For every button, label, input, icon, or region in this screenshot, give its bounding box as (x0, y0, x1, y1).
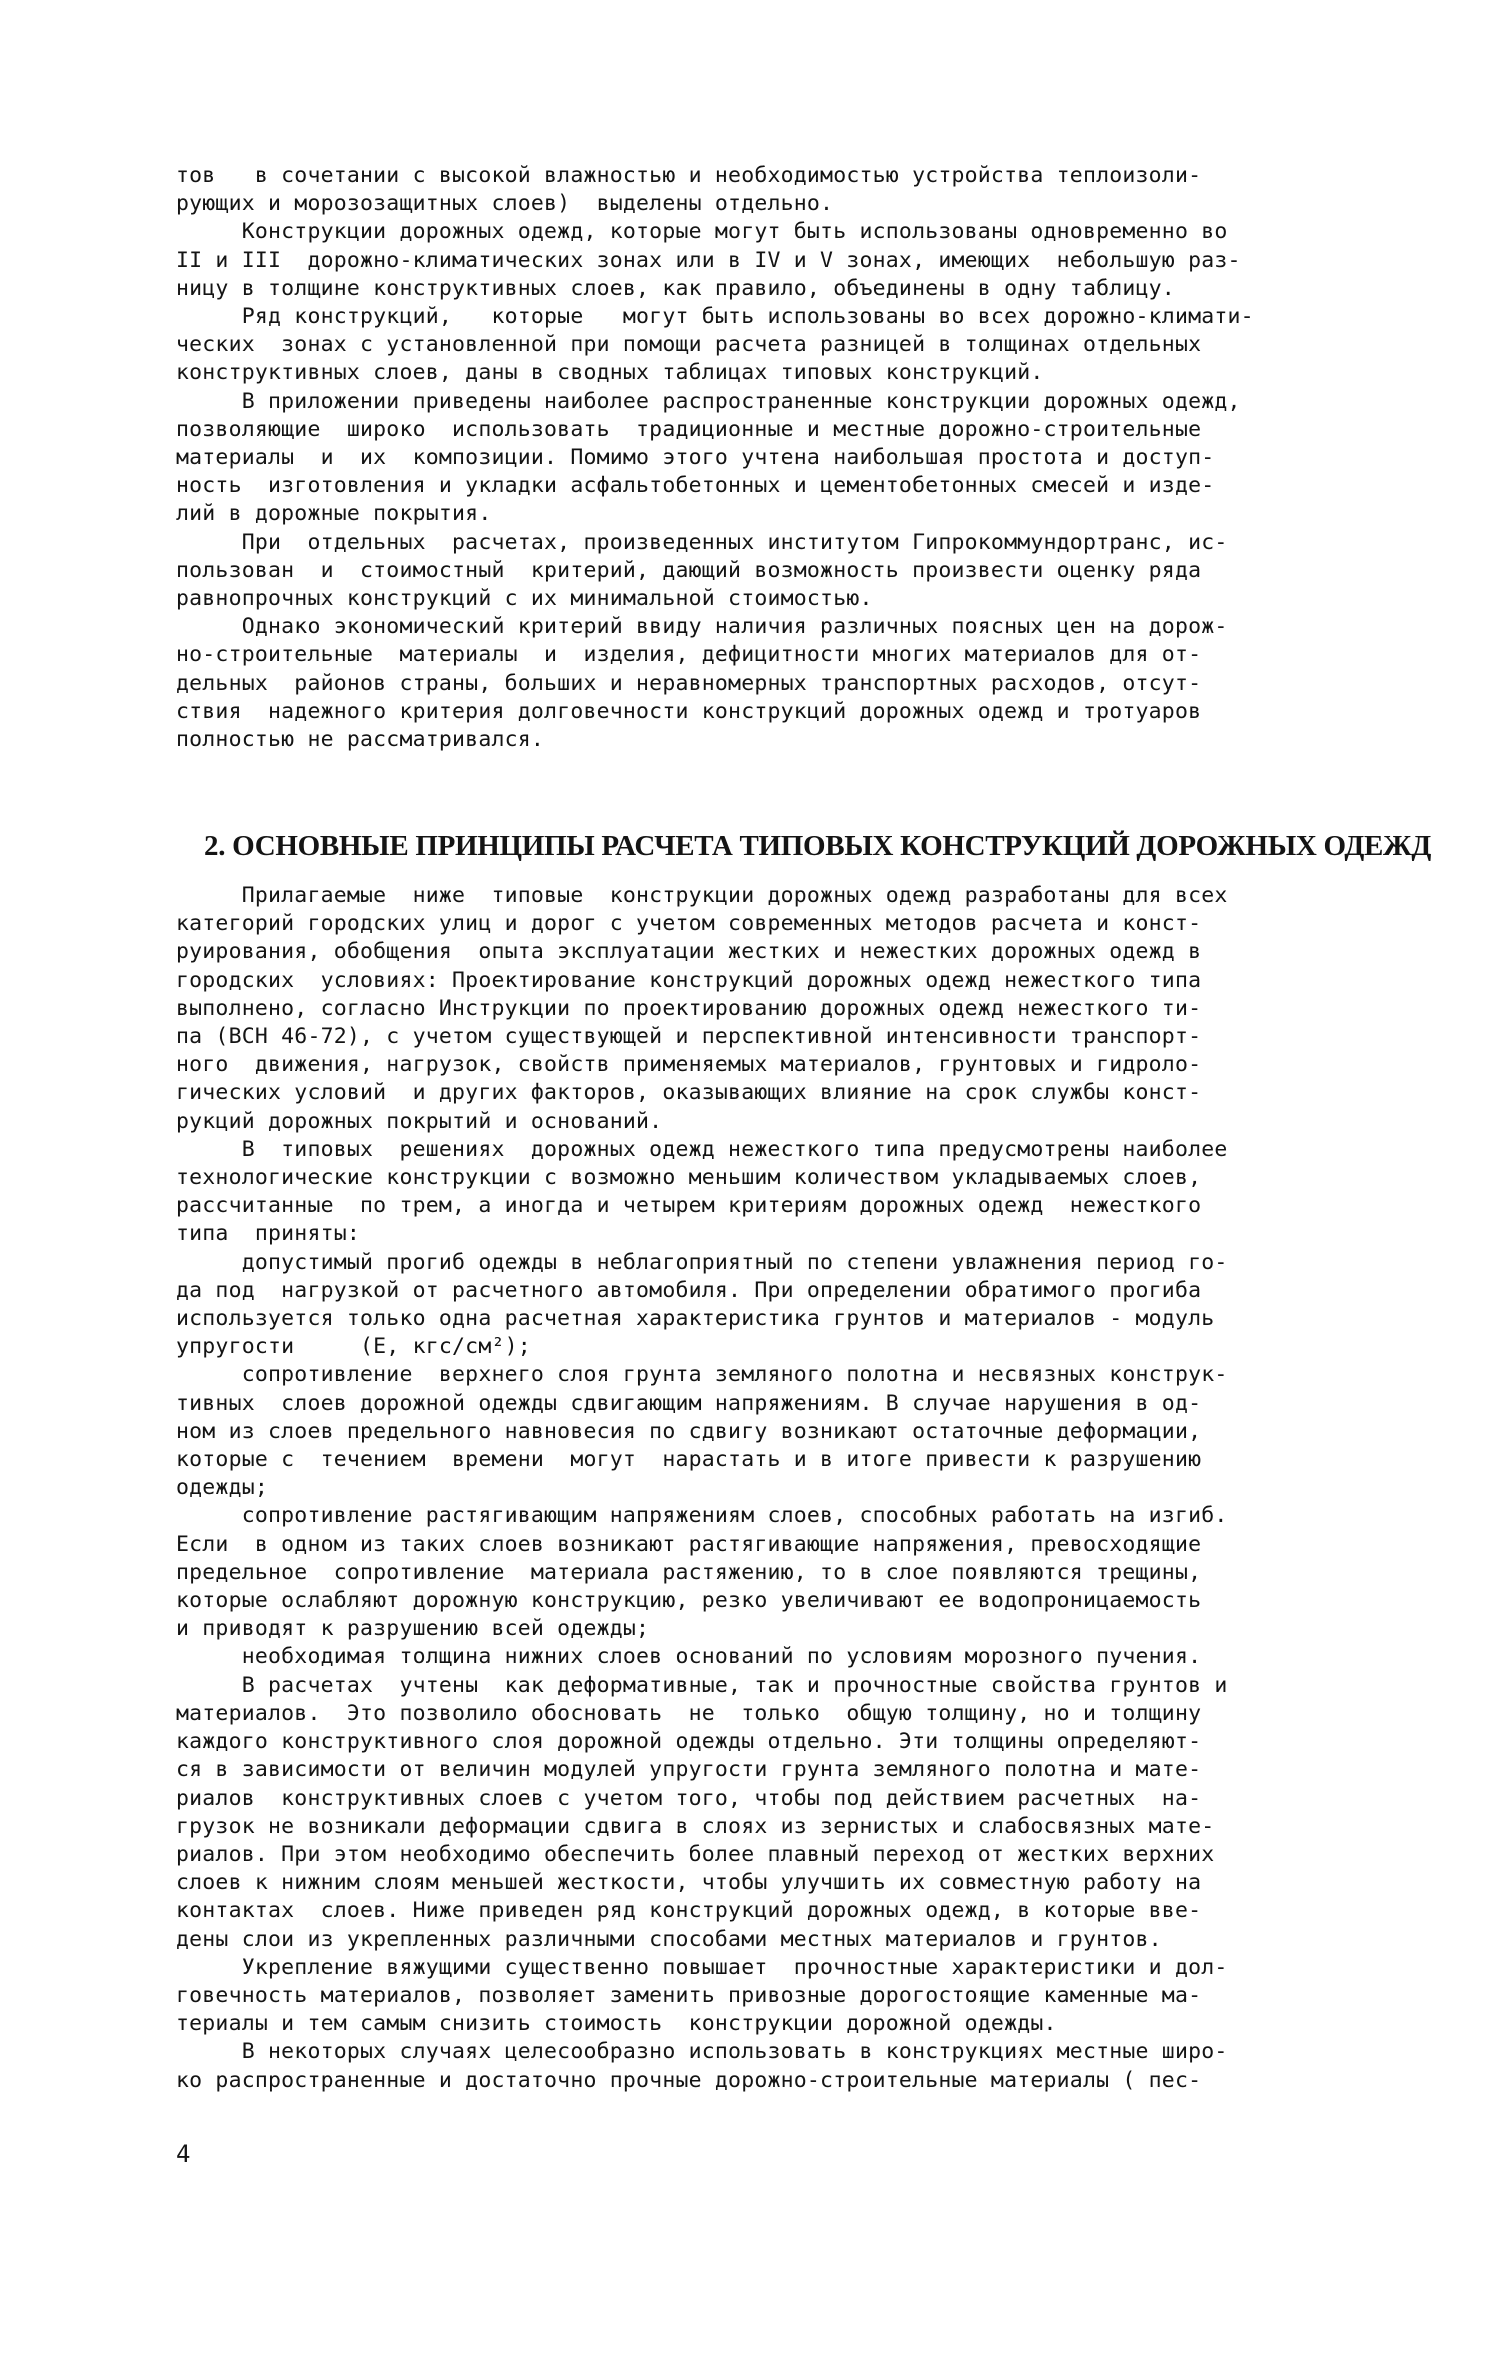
section-heading: 2. ОСНОВНЫЕ ПРИНЦИПЫ РАСЧЕТА ТИПОВЫХ КОНСТРУКЦИЙ ДОРОЖНЫХ ОДЕЖД (204, 830, 1432, 862)
text-line: рующих и морозозащитных слоев) выделены отдельно. (176, 191, 834, 217)
text-block-principles (176, 882, 1228, 2095)
text-line: Если в одном из таких слоев возникают растягивающие напряжения, превосходящие (176, 1531, 1202, 1557)
text-line: полностью не рассматривался. (176, 727, 545, 753)
text-line: ся в зависимости от величин модулей упругости грунта земляного полотна и мате- (176, 1757, 1202, 1783)
text-line: Прилагаемые ниже типовые конструкции дорожных одежд разработаны для всех (176, 883, 1228, 908)
text-line: которые ослабляют дорожную конструкцию, резко увеличивают ее водопроницаемость (176, 1588, 1202, 1614)
text-line: руирования, обобщения опыта эксплуатации жестких и нежестких дорожных одежд в (176, 939, 1202, 965)
text-line: териалы и тем самым снизить стоимость конструкции дорожной одежды. (176, 2011, 1057, 2037)
text-line: технологические конструкции с возможно меньшим количеством укладываемых слоев, (176, 1165, 1202, 1191)
page-number: 4 (176, 2140, 191, 2168)
text-line: гических условий и других факторов, оказывающих влияние на срок службы конст- (176, 1080, 1202, 1106)
text-line: лий в дорожные покрытия. (176, 501, 492, 527)
text-line: рассчитанные по трем, а иногда и четырем критериям дорожных одежд нежесткого (176, 1193, 1202, 1219)
text-line: материалов. Это позволило обосновать не только общую толщину, но и толщину (176, 1700, 1202, 1726)
text-line: ницу в толщине конструктивных слоев, как правило, объединены в одну таблицу. (176, 275, 1175, 301)
text-line: сопротивление верхнего слоя грунта земляного полотна и несвязных конструк- (176, 1362, 1228, 1388)
text-line: Конструкции дорожных одежд, которые могут быть использованы одновременно во (176, 219, 1228, 245)
text-line: В приложении приведены наиболее распространенные конструкции дорожных одежд, (176, 388, 1241, 414)
text-line: которые с течением времени могут нарастать и в итоге привести к разрушению (176, 1447, 1202, 1473)
text-block-intro (176, 162, 1254, 754)
text-line: II и III дорожно-климатических зонах или в IV и V зонах, имеющих небольшую раз- (176, 247, 1241, 273)
text-line: упругости (E, кгс/см²); (176, 1334, 531, 1360)
text-line: слоев к нижним слоям меньшей жесткости, чтобы улучшить их совместную работу на (176, 1870, 1202, 1896)
text-line: необходимая толщина нижних слоев оснований по условиям морозного пучения. (176, 1644, 1202, 1670)
text-line: но-строительные материалы и изделия, дефицитности многих материалов для от- (176, 642, 1202, 668)
text-line: тов в сочетании с высокой влажностью и необходимостью устройства теплоизоли- (176, 163, 1202, 188)
text-line: риалов. При этом необходимо обеспечить более плавный переход от жестких верхних (176, 1841, 1215, 1867)
text-line: грузок не возникали деформации сдвига в слоях из зернистых и слабосвязных мате- (176, 1813, 1215, 1839)
text-line: равнопрочных конструкций с их минимальной стоимостью. (176, 586, 873, 612)
text-line: пользован и стоимостный критерий, дающий возможность произвести оценку ряда (176, 557, 1202, 583)
text-line: Однако экономический критерий ввиду наличия различных поясных цен на дорож- (176, 614, 1228, 640)
text-line: ко распространенные и достаточно прочные дорожно-строительные материалы ( пес- (176, 2067, 1202, 2093)
text-line: контактах слоев. Ниже приведен ряд конструкций дорожных одежд, в которые вве- (176, 1898, 1202, 1924)
text-line: риалов конструктивных слоев с учетом того, чтобы под действием расчетных на- (176, 1785, 1202, 1811)
text-line: каждого конструктивного слоя дорожной одежды отдельно. Эти толщины определяют- (176, 1729, 1202, 1755)
text-line: сопротивление растягивающим напряжениям слоев, способных работать на изгиб. (176, 1503, 1228, 1529)
text-line: допустимый прогиб одежды в неблагоприятный по степени увлажнения период го- (176, 1249, 1228, 1275)
text-line: ность изготовления и укладки асфальтобетонных и цементобетонных смесей и изде- (176, 473, 1215, 499)
text-line: предельное сопротивление материала растяжению, то в слое появляются трещины, (176, 1559, 1202, 1585)
text-line: па (ВСН 46-72), с учетом существующей и перспективной интенсивности транспорт- (176, 1024, 1202, 1050)
text-line: В расчетах учтены как деформативные, так и прочностные свойства грунтов и (176, 1672, 1228, 1698)
text-line: ного движения, нагрузок, свойств применяемых материалов, грунтовых и гидроло- (176, 1052, 1202, 1078)
text-line: ствия надежного критерия долговечности конструкций дорожных одежд и тротуаров (176, 698, 1202, 724)
text-line: конструктивных слоев, даны в сводных таблицах типовых конструкций. (176, 360, 1044, 386)
text-line: В типовых решениях дорожных одежд нежесткого типа предусмотрены наиболее (176, 1136, 1228, 1162)
text-line: категорий городских улиц и дорог с учетом современных методов расчета и конст- (176, 911, 1202, 937)
text-line: да под нагрузкой от расчетного автомобиля. При определении обратимого прогиба (176, 1277, 1202, 1303)
text-line: рукций дорожных покрытий и оснований. (176, 1108, 663, 1134)
text-line: позволяющие широко использовать традиционные и местные дорожно-строительные (176, 416, 1202, 442)
text-line: В некоторых случаях целесообразно использовать в конструкциях местные широ- (176, 2039, 1228, 2065)
text-line: ческих зонах с установленной при помощи расчета разницей в толщинах отдельных (176, 332, 1202, 358)
text-line: дены слои из укрепленных различными способами местных материалов и грунтов. (176, 1926, 1162, 1952)
text-line: одежды; (176, 1475, 269, 1501)
text-line: городских условиях: Проектирование конструкций дорожных одежд нежесткого типа (176, 967, 1202, 993)
text-line: используется только одна расчетная характеристика грунтов и материалов - модуль (176, 1306, 1215, 1332)
text-line: типа приняты: (176, 1221, 361, 1247)
text-line: ном из слоев предельного навновесия по сдвигу возникают остаточные деформации, (176, 1418, 1202, 1444)
text-line: выполнено, согласно Инструкции по проектированию дорожных одежд нежесткого ти- (176, 995, 1202, 1021)
text-line: Ряд конструкций, которые могут быть использованы во всех дорожно-климати- (176, 304, 1254, 330)
text-line: дельных районов страны, больших и неравномерных транспортных расходов, отсут- (176, 670, 1202, 696)
text-line: тивных слоев дорожной одежды сдвигающим напряжениям. В случае нарушения в од- (176, 1390, 1202, 1416)
text-line: Укрепление вяжущими существенно повышает прочностные характеристики и дол- (176, 1954, 1228, 1980)
text-line: говечность материалов, позволяет заменить привозные дорогостоящие каменные ма- (176, 1982, 1202, 2008)
text-line: материалы и их композиции. Помимо этого учтена наибольшая простота и доступ- (176, 445, 1215, 471)
text-line: При отдельных расчетах, произведенных институтом Гипрокоммундортранс, ис- (176, 529, 1228, 555)
text-line: и приводят к разрушению всей одежды; (176, 1616, 650, 1642)
